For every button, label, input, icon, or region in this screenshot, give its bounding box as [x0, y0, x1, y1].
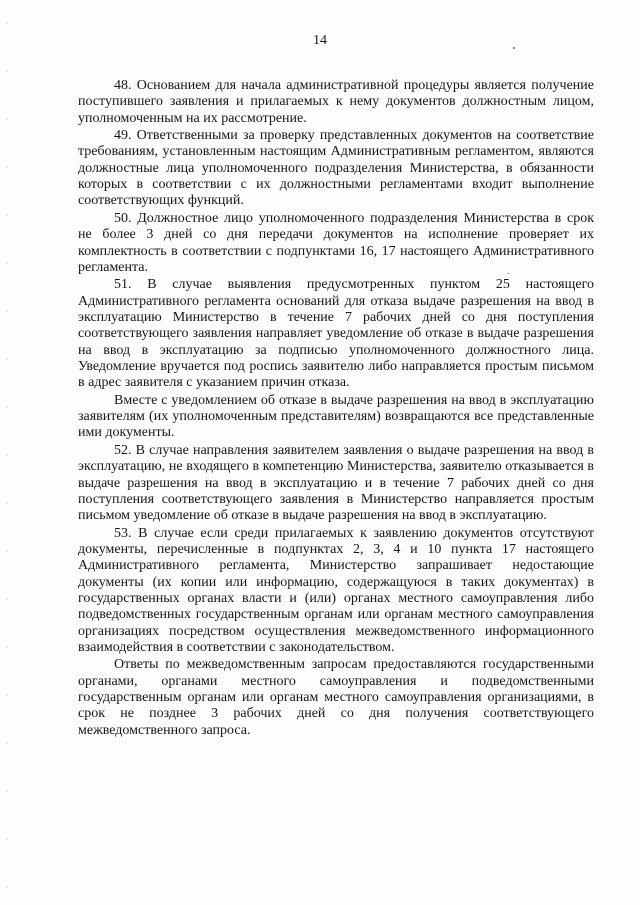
paragraph-51-continuation: Вместе с уведомлением об отказе в выдаче разрешения на ввод в эксплуатацию заявителям (их уполномоченным представителям) возвращаются все представленные ими документы. [78, 392, 594, 441]
scan-edge-marks-right [631, 0, 632, 905]
paragraph-51: 51. В случае выявления предусмотренных пунктом 25 настоящего Административного регламента оснований для отказа выдаче разрешения на ввод в эксплуатацию Министерство в течение 7 рабочих дней со дня поступления соответствующего заявления направляет уведомление об отказе в выдаче разрешения на ввод в эксплуатацию за подписью уполномоченного должностного лица. Уведомление вручается под роспись заявителю либо направляется простым письмом в адрес заявителя с указанием причин отказа. [78, 277, 594, 391]
paragraph-53-continuation: Ответы по межведомственным запросам предоставляются государственными органами, органами местного самоуправления и подведомственными государственным органам или органам местного самоуправления организациями, в срок не позднее 3 рабочих дней со дня получения соответствующего межведомственного запроса. [78, 657, 594, 738]
paragraph-48: 48. Основанием для начала административной процедуры является получение поступившего заявления и прилагаемых к нему документов должностным лицом, уполномоченным на их рассмотрение. [78, 78, 594, 126]
paragraph-53: 53. В случае если среди прилагаемых к заявлению документов отсутствуют документы, перечисленные в подпунктах 2, 3, 4 и 10 пункта 17 настоящего Административного регламента, Министерство запрашивает недостающие документы (их копии или информацию, содержащуюся в таких документах) в государственных органах власти и (или) органах местного самоуправления либо подведомственных государственным органам или органам местного самоуправления организациях посредством осуществления межведомственного информационного взаимодействия в соответствии с законодательством. [78, 525, 594, 655]
paragraph-49: 49. Ответственными за проверку представленных документов на соответствие требованиям, установленным настоящим Административным регламентом, являются должностные лица уполномоченного подразделения Министерства, в обязанности которых в соответствии с их должностными регламентами входит выполнение соответствующих функций. [78, 128, 594, 209]
paragraph-52: 52. В случае направления заявителем заявления о выдаче разрешения на ввод в эксплуатацию, не входящего в компетенцию Министерства, заявителю отказывается в выдаче разрешения на ввод в эксплуатацию и в течение 7 рабочих дней со дня поступления соответствующего заявления в Министерство направляется простым письмом уведомление об отказе в выдаче разрешения на ввод в эксплуатацию. [78, 443, 594, 524]
page-number: 14 [313, 33, 327, 48]
paragraph-50: 50. Должностное лицо уполномоченного подразделения Министерства в срок не более 3 дней со дня передачи документов на исполнение проверяет их комплектность в соответствии с подпунктами 16, 17 настоящего Административного регламента. [78, 210, 594, 275]
document-body [78, 78, 594, 740]
scan-edge-marks-left [6, 0, 8, 905]
